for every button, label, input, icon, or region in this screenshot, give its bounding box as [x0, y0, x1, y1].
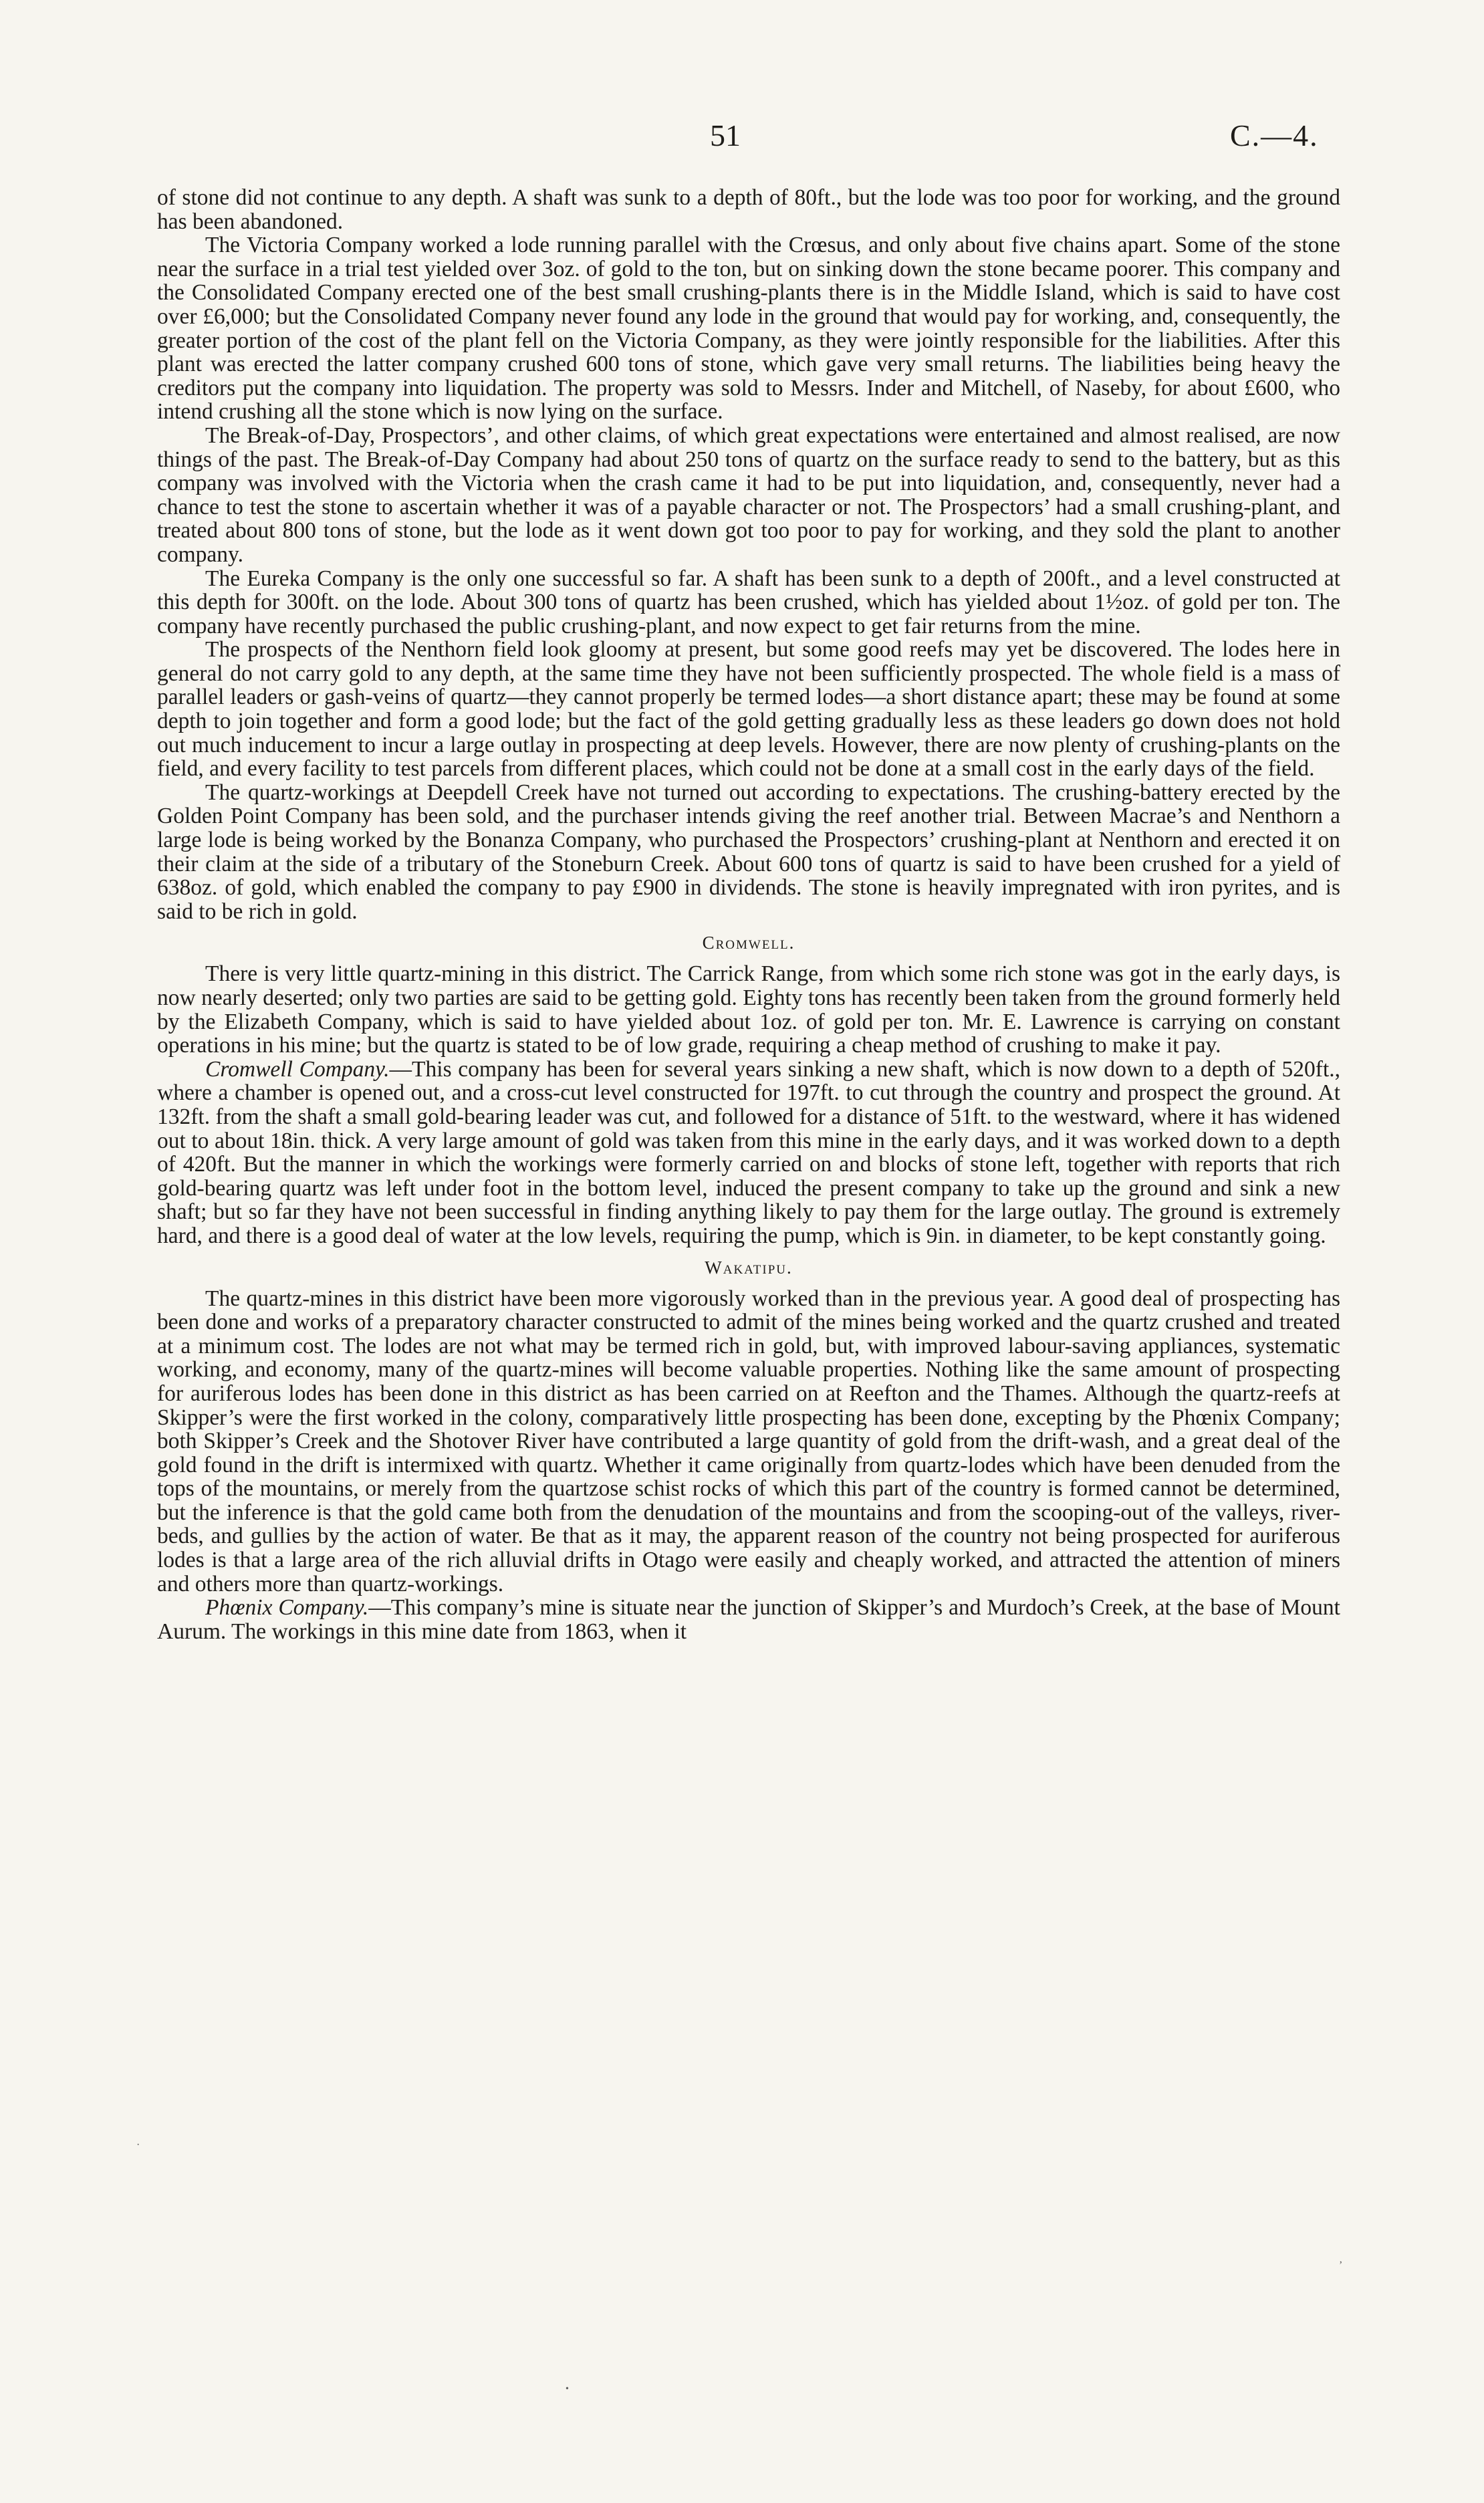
section-heading-wakatipu: Wakatipu.: [705, 1257, 793, 1278]
paragraph: The quartz-mines in this district have been more vigorously worked than in the previous year. A good deal of prospecting has been done and works of a preparatory character constructed to admit of the mines being worked and the quartz crushed and treated at a minimum cost. The lodes are not what may be termed rich in gold, but, with improved labour-saving appliances, systematic working, and economy, many of the quartz-mines will become valuable properties. Nothing like the same amount of prospecting for auriferous lodes has been done in this district as has been carried on at Reefton and the Thames. Although the quartz-reefs at Skipper’s were the first worked in the colony, comparatively little prospecting has been done, excepting by the Phœnix Company; both Skipper’s Creek and the Shotover River have contributed a large quantity of gold from the drift-wash, and a great deal of the gold found in the drift is intermixed with quartz. Whether it came originally from quartz-lodes which have been denuded from the tops of the mountains, or merely from the quartzose schist rocks of which this part of the country is formed cannot be determined, but the inference is that the gold came both from the denudation of the mountains and from the scooping-out of the valleys, river-beds, and gullies by the action of water. Be that as it may, the apparent reason of the country not being prospected for auriferous lodes is that a large area of the rich alluvial drifts in Otago were easily and cheaply worked, and attracted the attention of miners and others more than quartz-workings.: [157, 1286, 1340, 1596]
company-paragraph: [157, 1596, 1340, 1643]
paragraph: There is very little quartz-mining in this district. The Carrick Range, from which some rich stone was got in the early days, is now nearly deserted; only two parties are said to be getting gold. Eighty tons has recently been taken from the ground formerly held by the Elizabeth Company, which is said to have yielded about 1oz. of gold per ton. Mr. E. Lawrence is carrying on constant operations in his mine; but the quartz is stated to be of low grade, requiring a cheap method of crushing to make it pay.: [157, 961, 1340, 1058]
paragraph: of stone did not continue to any depth. A shaft was sunk to a depth of 80ft., but the lode was too poor for working, and the ground has been abandoned.: [157, 185, 1340, 234]
page-header: [0, 118, 1484, 158]
paragraph: The Eureka Company is the only one successful so far. A shaft has been sunk to a depth of 200ft., and a level constructed at this depth for 300ft. on the lode. About 300 tons of quartz has been crushed, which has yielded about 1½oz. of gold per ton. The company have recently purchased the public crushing-plant, and now expect to get fair returns from the mine.: [157, 566, 1340, 638]
paragraph: The Break-of-Day, Prospectors’, and other claims, of which great expectations were entertained and almost realised, are now things of the past. The Break-of-Day Company had about 250 tons of quartz on the surface ready to send to the battery, but as this company was involved with the Victoria when the crash came it had to be put into liquidation, and, consequently, never had a chance to test the stone to ascertain whether it was of a payable character or not. The Prospectors’ had a small crushing-plant, and treated about 800 tons of stone, but the lode as it went down got too poor to pay for working, and they sold the plant to another company.: [157, 423, 1340, 567]
company-name: Phœnix Company.: [205, 1595, 369, 1621]
paragraph: The Victoria Company worked a lode running parallel with the Crœsus, and only about five chains apart. Some of the stone near the surface in a trial test yielded over 3oz. of gold to the ton, but on sinking down the stone became poorer. This company and the Consolidated Company erected one of the best small crushing-plants there is in the Middle Island, which is said to have cost over £6,000; but the Consolidated Company never found any lode in the ground that would pay for working, and, consequently, the greater portion of the cost of the plant fell on the Victoria Company, as they were jointly responsible for the liabilities. After this plant was erected the latter company crushed 600 tons of stone, which gave very small returns. The liabilities being heavy the creditors put the company into liquidation. The property was sold to Messrs. Inder and Mitchell, of Naseby, for about £600, who intend crushing all the stone which is now lying on the surface.: [157, 233, 1340, 425]
paragraph: The prospects of the Nenthorn field look gloomy at present, but some good reefs may yet be discovered. The lodes here in general do not carry gold to any depth, at the same time they have not been sufficiently prospected. The whole field is a mass of parallel leaders or gash-veins of quartz—they cannot properly be termed lodes—a short distance apart; these may be found at some depth to join together and form a good lode; but the fact of the gold getting gradually less as these leaders go down does not hold out much inducement to incur a large outlay in prospecting at deep levels. However, there are now plenty of crushing-plants on the field, and every facility to test parcels from different places, which could not be done at a small cost in the early days of the field.: [157, 637, 1340, 782]
paragraph: The quartz-workings at Deepdell Creek have not turned out according to expectations. The crushing-battery erected by the Golden Point Company has been sold, and the purchaser intends giving the reef another trial. Between Macrae’s and Nenthorn a large lode is being worked by the Bonanza Company, who purchased the Prospectors’ crushing-plant at Nenthorn and erected it on their claim at the side of a tributary of the Stoneburn Creek. About 600 tons of quartz is said to have been crushed for a yield of 638oz. of gold, which enabled the company to pay £900 in dividends. The stone is heavily impregnated with iron pyrites, and is said to be rich in gold.: [157, 780, 1340, 924]
company-text: —This company has been for several years sinking a new shaft, which is now down to a depth of 520ft., where a chamber is opened out, and a cross-cut level constructed for 197ft. to cut through the country and prospect the ground. At 132ft. from the shaft a small gold-bearing leader was cut, and followed for a distance of 51ft. to the westward, where it has widened out to about 18in. thick. A very large amount of gold was taken from this mine in the early days, and it was worked down to a depth of 420ft. But the manner in which the workings were formerly carried on and blocks of stone left, together with reports that rich gold-bearing quartz was left under foot in the bottom level, induced the present company to take up the ground and sink a new shaft; but so far they have not been successful in finding anything likely to pay them for the large outlay. The ground is extremely hard, and there is a good deal of water at the low levels, requiring the pump, which is 9in. in diameter, to be kept constantly going.: [157, 1056, 1340, 1248]
page-number: 51: [710, 118, 741, 152]
company-paragraph: [157, 1058, 1340, 1248]
ink-speck: •: [566, 2384, 569, 2394]
margin-mark: ’: [1339, 2260, 1343, 2271]
document-reference: C.—4.: [1230, 118, 1319, 152]
page-body: [157, 186, 1340, 1643]
company-text: —This company’s mine is situate near the junction of Skipper’s and Murdoch’s Creek, at the base of Mount Aurum. The workings in this mine date from 1863, when it: [157, 1595, 1340, 1644]
company-name: Cromwell Company.: [205, 1056, 390, 1082]
section-heading-cromwell: Cromwell.: [702, 933, 795, 953]
margin-mark: ·: [136, 2139, 140, 2151]
